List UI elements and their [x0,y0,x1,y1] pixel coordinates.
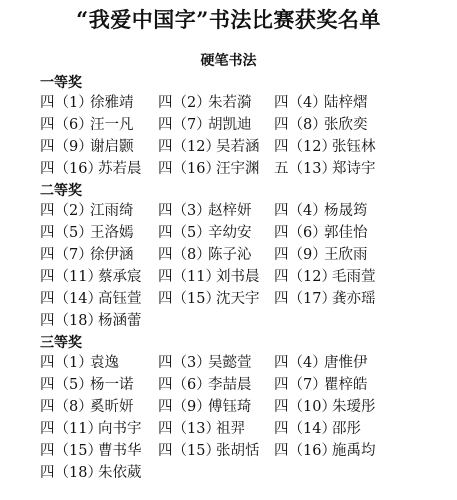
student-name: 陈子沁 [208,247,252,263]
first-prize-row [0,158,457,180]
student-name: 李喆晨 [208,377,252,393]
class-label: 四（9） [274,247,327,263]
class-label: 四（4） [274,203,327,219]
class-label: 四（13） [158,421,220,437]
student-name: 袁逸 [90,355,119,371]
class-label: 四（1） [40,95,93,111]
winner-entry [158,114,252,136]
winner-entry [274,136,376,158]
student-name: 谢启颢 [90,139,134,155]
student-name: 奚昕妍 [90,399,134,415]
third-prize-row [0,440,457,462]
winner-entry [40,288,142,310]
student-name: 陆梓熠 [324,95,368,111]
first-prize-row [0,92,457,114]
class-label: 四（3） [158,203,211,219]
third-prize-row [0,418,457,440]
class-label: 四（3） [158,355,211,371]
winner-entry [158,352,252,374]
student-name: 刘书晨 [216,269,260,285]
student-name: 汪一凡 [90,117,134,133]
winner-entry [274,418,361,440]
student-name: 朱瑷彤 [332,399,376,415]
class-label: 四（7） [274,377,327,393]
class-label: 四（9） [40,139,93,155]
winner-entry [158,200,252,222]
winner-entry [40,374,134,396]
third-prize-row [0,374,457,396]
third-prize-heading: 三等奖 [40,335,82,351]
class-label: 四（15） [158,291,220,307]
student-name: 曹书华 [98,443,142,459]
class-label: 四（9） [158,399,211,415]
class-label: 四（18） [40,313,102,329]
class-label: 四（17） [274,291,336,307]
first-prize-row [0,136,457,158]
class-label: 四（11） [40,269,102,285]
winner-entry [158,266,260,288]
student-name: 徐雅靖 [90,95,134,111]
class-label: 四（8） [158,247,211,263]
student-name: 汪宇渊 [216,161,260,177]
winner-entry [158,136,260,158]
winner-entry [158,396,252,418]
winner-entry [158,374,252,396]
class-label: 四（5） [158,225,211,241]
class-label: 四（1） [40,355,93,371]
winner-entry [40,200,134,222]
class-label: 四（6） [40,117,93,133]
winner-entry [274,158,376,180]
class-label: 四（5） [40,225,93,241]
student-name: 沈天宇 [216,291,260,307]
student-name: 祖羿 [216,421,245,437]
student-name: 蔡承宸 [98,269,142,285]
winner-entry [40,266,142,288]
student-name: 瞿梓皓 [324,377,368,393]
student-name: 唐惟伊 [324,355,368,371]
student-name: 张胡恬 [216,443,260,459]
student-name: 苏若晨 [98,161,142,177]
winner-entry [40,462,142,484]
third-prize-row [0,462,457,484]
third-prize-row [0,396,457,418]
class-label: 四（2） [158,95,211,111]
winner-entry [40,244,134,266]
class-label: 四（18） [40,465,102,481]
class-label: 四（8） [40,399,93,415]
student-name: 江雨绮 [90,203,134,219]
winner-entry [274,396,376,418]
student-name: 施禹均 [332,443,376,459]
winner-entry [158,158,260,180]
class-label: 四（12） [158,139,220,155]
winner-entry [158,222,252,244]
winner-entry [40,136,134,158]
winner-entry [158,288,260,310]
student-name: 王洛嫣 [90,225,134,241]
class-label: 四（12） [274,269,336,285]
class-label: 五（13） [274,161,336,177]
class-label: 四（16） [274,443,336,459]
student-name: 吴懿萱 [208,355,252,371]
student-name: 郑诗宇 [332,161,376,177]
student-name: 朱若漪 [208,95,252,111]
student-name: 杨一诺 [90,377,134,393]
class-label: 四（2） [40,203,93,219]
class-label: 四（4） [274,95,327,111]
winner-entry [40,418,142,440]
class-label: 四（6） [158,377,211,393]
class-label: 四（16） [158,161,220,177]
student-name: 徐伊涵 [90,247,134,263]
second-prize-row [0,244,457,266]
winner-entry [40,114,134,136]
student-name: 杨晟筠 [324,203,368,219]
winner-entry [274,222,368,244]
winner-entry [274,92,368,114]
winner-entry [158,440,260,462]
class-label: 四（12） [274,139,336,155]
winner-entry [158,92,252,114]
winner-entry [40,440,142,462]
class-label: 四（14） [40,291,102,307]
first-prize-row [0,114,457,136]
category-subtitle: 硬笔书法 [200,53,257,69]
page-title: “我爱中国字”书法比赛获奖名单 [76,7,381,32]
class-label: 四（6） [274,225,327,241]
class-label: 四（16） [40,161,102,177]
student-name: 毛雨萱 [332,269,376,285]
student-name: 赵梓妍 [208,203,252,219]
student-name: 郭佳怡 [324,225,368,241]
class-label: 四（10） [274,399,336,415]
winner-entry [40,158,142,180]
winner-entry [40,92,134,114]
third-prize-row [0,352,457,374]
winner-entry [274,374,368,396]
student-name: 张欣奕 [324,117,368,133]
class-label: 四（14） [274,421,336,437]
winner-entry [40,352,119,374]
student-name: 王欣雨 [324,247,368,263]
winner-entry [274,288,376,310]
student-name: 邵彤 [332,421,361,437]
student-name: 高钰萱 [98,291,142,307]
class-label: 四（4） [274,355,327,371]
winner-entry [274,266,376,288]
second-prize-row [0,288,457,310]
second-prize-row [0,200,457,222]
class-label: 四（8） [274,117,327,133]
second-prize-row [0,266,457,288]
winner-entry [40,222,134,244]
winner-entry [158,244,252,266]
student-name: 辛幼安 [208,225,252,241]
winner-entry [158,418,245,440]
student-name: 吴若涵 [216,139,260,155]
class-label: 四（5） [40,377,93,393]
winner-entry [40,396,134,418]
student-name: 傅钰琦 [208,399,252,415]
class-label: 四（7） [40,247,93,263]
first-prize-heading: 一等奖 [40,75,82,91]
winner-entry [274,244,368,266]
winner-entry [40,310,142,332]
class-label: 四（15） [158,443,220,459]
student-name: 龚亦瑶 [332,291,376,307]
class-label: 四（7） [158,117,211,133]
student-name: 向书宇 [98,421,142,437]
student-name: 朱依葳 [98,465,142,481]
student-name: 胡凯迪 [208,117,252,133]
winner-entry [274,200,368,222]
second-prize-row [0,310,457,332]
winner-entry [274,114,368,136]
class-label: 四（11） [158,269,220,285]
winner-entry [274,440,376,462]
class-label: 四（11） [40,421,102,437]
second-prize-heading: 二等奖 [40,183,82,199]
second-prize-row [0,222,457,244]
class-label: 四（15） [40,443,102,459]
student-name: 张钰林 [332,139,376,155]
winner-entry [274,352,368,374]
student-name: 杨涵蕾 [98,313,142,329]
